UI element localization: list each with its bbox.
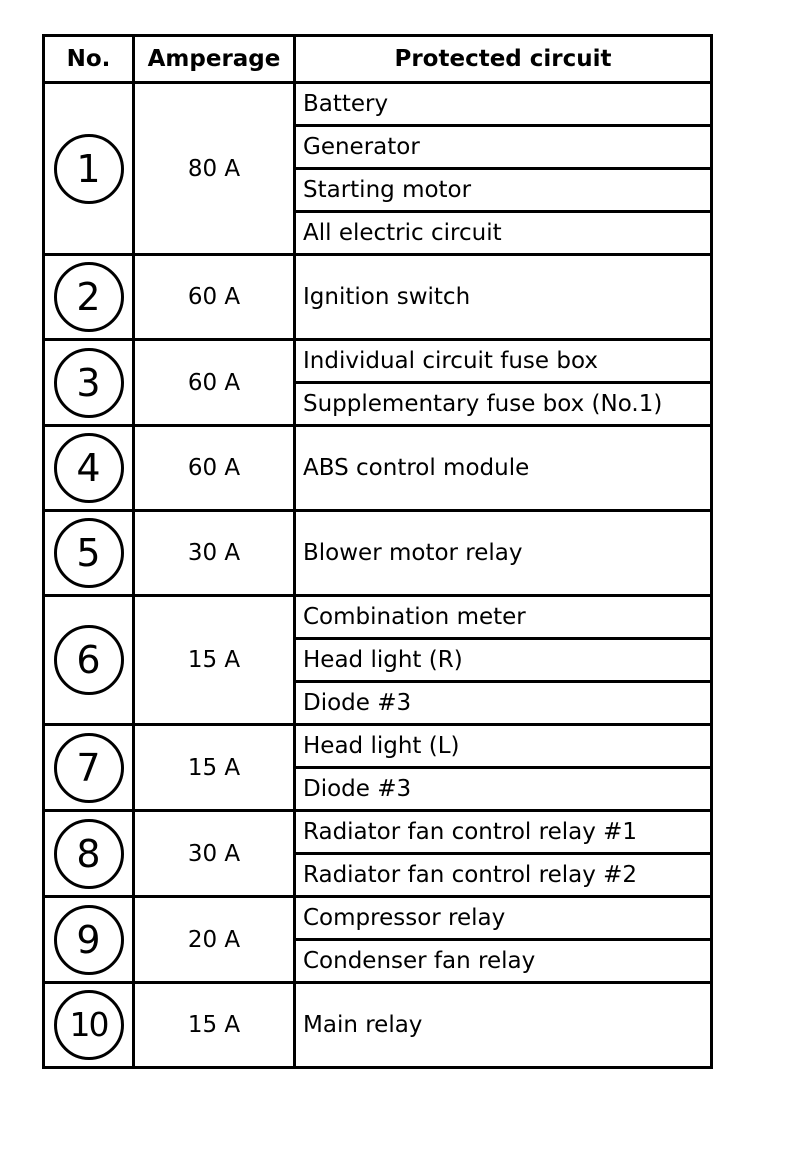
table-row xyxy=(44,426,712,511)
amperage-cell: 60 A xyxy=(134,426,295,511)
amperage-cell: 15 A xyxy=(134,983,295,1068)
fuse-number-cell xyxy=(44,983,134,1068)
fuse-number-cell xyxy=(44,340,134,426)
amperage-cell: 30 A xyxy=(134,511,295,596)
amperage-cell: 15 A xyxy=(134,725,295,811)
header-amperage: Amperage xyxy=(134,36,295,83)
amperage-cell: 15 A xyxy=(134,596,295,725)
fuse-number-cell xyxy=(44,511,134,596)
amperage-cell: 60 A xyxy=(134,255,295,340)
fuse-number-circle: 1 xyxy=(54,134,124,204)
protected-circuit-cell: Radiator fan control relay #2 xyxy=(295,854,712,897)
protected-circuit-cell: Main relay xyxy=(295,983,712,1068)
fuse-number-cell xyxy=(44,811,134,897)
protected-circuit-cell: Blower motor relay xyxy=(295,511,712,596)
fuse-number-circle: 4 xyxy=(54,433,124,503)
table-row xyxy=(44,596,712,639)
fuse-number-cell xyxy=(44,725,134,811)
protected-circuit-cell: All electric circuit xyxy=(295,212,712,255)
protected-circuit-cell: Combination meter xyxy=(295,596,712,639)
fuse-number-cell xyxy=(44,897,134,983)
protected-circuit-cell: Radiator fan control relay #1 xyxy=(295,811,712,854)
protected-circuit-cell: Diode #3 xyxy=(295,768,712,811)
protected-circuit-cell: Individual circuit fuse box xyxy=(295,340,712,383)
table-row xyxy=(44,811,712,854)
fuse-number-circle: 3 xyxy=(54,348,124,418)
fuse-number-cell xyxy=(44,426,134,511)
amperage-cell: 80 A xyxy=(134,83,295,255)
protected-circuit-cell: Ignition switch xyxy=(295,255,712,340)
header-no: No. xyxy=(44,36,134,83)
protected-circuit-cell: Generator xyxy=(295,126,712,169)
protected-circuit-cell: ABS control module xyxy=(295,426,712,511)
protected-circuit-cell: Condenser fan relay xyxy=(295,940,712,983)
table-row xyxy=(44,340,712,383)
table-row xyxy=(44,983,712,1068)
fuse-number-circle: 8 xyxy=(54,819,124,889)
fuse-number-circle: 7 xyxy=(54,733,124,803)
protected-circuit-cell: Compressor relay xyxy=(295,897,712,940)
fuse-number-circle: 10 xyxy=(54,990,124,1060)
fuse-number-cell xyxy=(44,255,134,340)
protected-circuit-cell: Starting motor xyxy=(295,169,712,212)
table-row xyxy=(44,83,712,126)
fuse-number-circle: 9 xyxy=(54,905,124,975)
table-body xyxy=(44,83,712,1068)
fuse-table xyxy=(42,34,713,1069)
fuse-number-cell xyxy=(44,596,134,725)
protected-circuit-cell: Battery xyxy=(295,83,712,126)
protected-circuit-cell: Head light (R) xyxy=(295,639,712,682)
table-row xyxy=(44,255,712,340)
protected-circuit-cell: Head light (L) xyxy=(295,725,712,768)
fuse-number-circle: 2 xyxy=(54,262,124,332)
header-protected-circuit: Protected circuit xyxy=(295,36,712,83)
table-row xyxy=(44,725,712,768)
protected-circuit-cell: Supplementary fuse box (No.1) xyxy=(295,383,712,426)
protected-circuit-cell: Diode #3 xyxy=(295,682,712,725)
fuse-number-circle: 6 xyxy=(54,625,124,695)
table-header-row xyxy=(44,36,712,83)
amperage-cell: 30 A xyxy=(134,811,295,897)
table-row xyxy=(44,511,712,596)
fuse-number-cell xyxy=(44,83,134,255)
table-row xyxy=(44,897,712,940)
amperage-cell: 60 A xyxy=(134,340,295,426)
amperage-cell: 20 A xyxy=(134,897,295,983)
fuse-number-circle: 5 xyxy=(54,518,124,588)
